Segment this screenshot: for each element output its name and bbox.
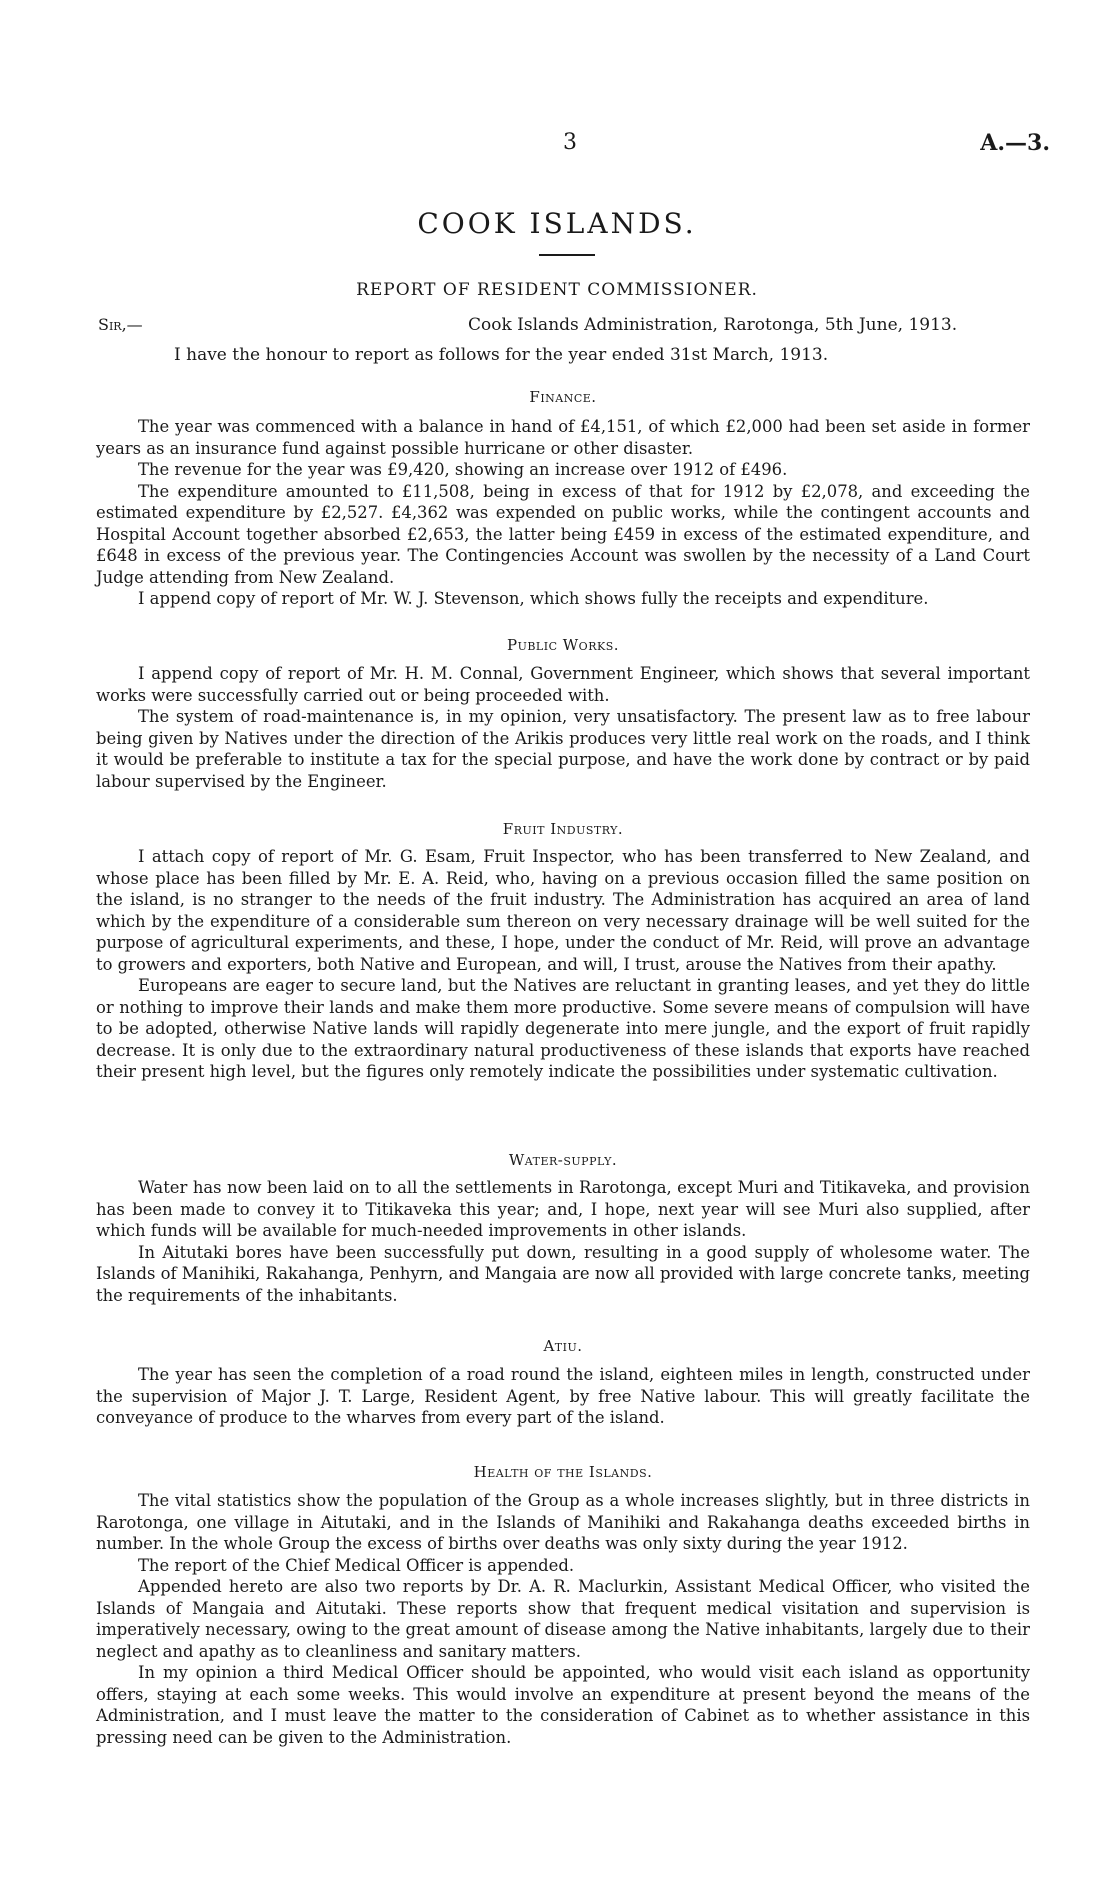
section-public-works xyxy=(96,663,1030,792)
paragraph: The year has seen the completion of a road round the island, eighteen miles in length, constructed under the supervision of Major J. T. Large, Resident Agent, by free Native labour. This will greatly facilitate the conveyance of produce to the wharves from every part of the island. xyxy=(96,1365,1030,1427)
salutation: Sir,— xyxy=(98,315,143,334)
section-heading-public-works: Public Works. xyxy=(506,636,620,654)
main-title: COOK ISLANDS. xyxy=(417,207,697,240)
paragraph: The expenditure amounted to £11,508, being in excess of that for 1912 by £2,078, and exceeding the estimated expenditure by £2,527. £4,362 was expended on public works, while the contingent accounts and Hospital Account together absorbed £2,653, the latter being £459 in excess of the estimated expenditure, and £648 in excess of the previous year. The Contingencies Account was swollen by the necessity of a Land Court Judge attending from New Zealand. xyxy=(96,481,1030,587)
title-rule xyxy=(539,254,595,256)
paragraph: I append copy of report of Mr. H. M. Connal, Government Engineer, which shows that several important works were successfully carried out or being proceeded with. xyxy=(96,664,1030,705)
paragraph: Europeans are eager to secure land, but the Natives are reluctant in granting leases, and yet they do little or nothing to improve their lands and make them more productive. Some severe means of compulsion will have to be adopted, otherwise Native lands will rapidly degenerate into mere jungle, and the export of fruit rapidly decrease. It is only due to the extraordinary natural productiveness of these islands that exports have reached their present high level, but the figures only remotely indicate the possibilities under systematic cultivation. xyxy=(96,976,1030,1081)
section-heading-fruit-industry: Fruit Industry. xyxy=(502,820,624,838)
paragraph: The revenue for the year was £9,420, showing an increase over 1912 of £496. xyxy=(138,460,788,479)
section-heading-water-supply: Water-supply. xyxy=(508,1151,618,1169)
paragraph: I attach copy of report of Mr. G. Esam, Fruit Inspector, who has been transferred to New Zealand, and whose place has been filled by Mr. E. A. Reid, who, having on a previous occasion filled the same position on the island, is no stranger to the needs of the fruit industry. The Administration has acquired an area of land which by the expenditure of a considerable sum thereon on very necessary drainage will be well suited for the purpose of agricultural experiments, and these, I hope, under the conduct of Mr. Reid, will prove an advantage to growers and exporters, both Native and European, and will, I trust, arouse the Natives from their apathy. xyxy=(96,847,1030,974)
section-finance xyxy=(96,416,1030,610)
paragraph: The year was commenced with a balance in hand of £4,151, of which £2,000 had been set aside in former years as an insurance fund against possible hurricane or other disaster. xyxy=(96,417,1030,458)
section-heading-finance: Finance. xyxy=(529,388,597,406)
paragraph: I append copy of report of Mr. W. J. Stevenson, which shows fully the receipts and expenditure. xyxy=(138,589,929,608)
section-heading-health: Health of the Islands. xyxy=(473,1463,653,1481)
section-heading-atiu: Atiu. xyxy=(543,1337,583,1355)
paragraph: In Aitutaki bores have been successfully put down, resulting in a good supply of wholesome water. The Islands of Manihiki, Rakahanga, Penhyrn, and Mangaia are now all provided with large concrete tanks, meeting the requirements of the inhabitants. xyxy=(96,1242,1030,1305)
section-health xyxy=(96,1490,1030,1748)
paragraph: Appended hereto are also two reports by Dr. A. R. Maclurkin, Assistant Medical Officer, who visited the Islands of Mangaia and Aitutaki. These reports show that frequent medical visitation and supervision is imperatively necessary, owing to the great amount of disease among the Native inhabitants, largely due to their neglect and apathy as to cleanliness and sanitary matters. xyxy=(96,1577,1030,1661)
document-reference: A.—3. xyxy=(980,130,1050,156)
intro-line: I have the honour to report as follows for the year ended 31st March, 1913. xyxy=(174,345,829,365)
subtitle: REPORT OF RESIDENT COMMISSIONER. xyxy=(356,280,758,300)
paragraph: The report of the Chief Medical Officer is appended. xyxy=(138,1555,575,1575)
paragraph: In my opinion a third Medical Officer should be appointed, who would visit each island as opportunity offers, staying at each some weeks. This would involve an expenditure at present beyond the means of the Administration, and I must leave the matter to the consideration of Cabinet as to whether assistance in this pressing need can be given to the Administration. xyxy=(96,1663,1030,1747)
paragraph: Water has now been laid on to all the settlements in Rarotonga, except Muri and Titikaveka, and provision has been made to convey it to Titikaveka this year; and, I hope, next year will see Muri also supplied, after which funds will be available for much-needed improvements in other islands. xyxy=(96,1178,1030,1240)
page-number: 3 xyxy=(563,130,577,155)
section-water-supply xyxy=(96,1177,1030,1306)
section-atiu xyxy=(96,1364,1030,1429)
paragraph: The system of road-maintenance is, in my opinion, very unsatisfactory. The present law as to free labour being given by Natives under the direction of the Arikis produces very little real work on the roads, and I think it would be preferable to institute a tax for the special purpose, and have the work done by contract or by paid labour supervised by the Engineer. xyxy=(96,707,1030,791)
address-line: Cook Islands Administration, Rarotonga, 5th June, 1913. xyxy=(468,315,958,335)
section-fruit-industry xyxy=(96,846,1030,1083)
paragraph: The vital statistics show the population of the Group as a whole increases slightly, but in three districts in Rarotonga, one village in Aitutaki, and in the Islands of Manihiki and Rakahanga deaths exceeded births in number. In the whole Group the excess of births over deaths was only sixty during the year 1912. xyxy=(96,1491,1030,1553)
